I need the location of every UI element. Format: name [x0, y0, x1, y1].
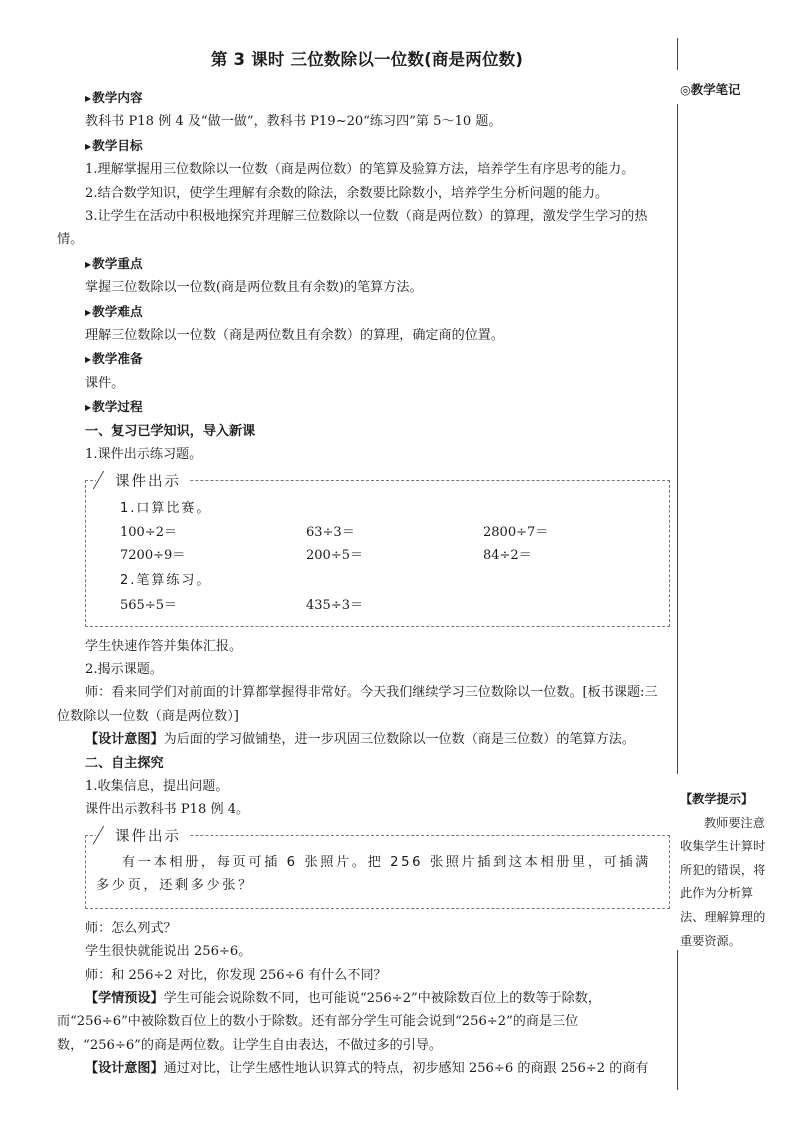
notes-title: ◎教学笔记: [680, 82, 741, 97]
tag-slash-icon: [93, 471, 116, 489]
teacher-line-1: 师：看来同学们对前面的计算都掌握得非常好。今天我们继续学习三位数除以一位数。[板书课题:三位数除以一位数（商是两位数）]: [57, 685, 658, 724]
page-title: 第 3 课时 三位数除以一位数(商是两位数): [210, 50, 524, 69]
goal-3: 3.让学生在活动中积极地探究并理解三位数除以一位数（商是两位数）的算理，激发学生学习的热情。: [57, 209, 648, 248]
teacher-question-1: 师：怎么列式？: [85, 920, 177, 936]
margin-divider-top: [677, 38, 678, 70]
design-intent-2: 【设计意图】通过对比，让学生感性地认识算式的特点，初步感知 256÷6 的商跟 256÷2 的商有: [85, 1061, 649, 1077]
goal-2: 2.结合数学知识，使学生理解有余数的除法，余数要比除数小，培养学生分析问题的能力。: [85, 185, 609, 201]
tips-title: 【教学提示】: [680, 792, 754, 806]
content-text: 教科书 P18 例 4 及“做一做”，教科书 P19~20“练习四”第 5～10 题。: [85, 114, 502, 130]
main-content: [57, 86, 670, 1081]
tips-body: 教师要注意收集学生计算时所犯的错误，将此作为分析算法、理解算理的重要资源。: [680, 815, 766, 948]
key-text: 掌握三位数除以一位数(商是两位数且有余数)的笔算方法。: [85, 280, 423, 296]
exercise: 2800÷7＝: [483, 524, 549, 540]
heading-content: ▶教学内容: [85, 90, 143, 105]
step-1-2: 2.揭示课题。: [85, 661, 163, 677]
oral-sub-heading: 1.口算比赛。: [120, 500, 212, 516]
courseware-tag: 课件出示: [96, 826, 189, 849]
courseware-box-1: [85, 473, 670, 627]
design-intent-1: 【设计意图】为后面的学习做铺垫，进一步巩固三位数除以一位数（商是三位数）的笔算方法。: [85, 732, 635, 748]
preparation-text: 课件。: [85, 375, 125, 391]
student-preset: 【学情预设】学生可能会说除数不同，也可能说“256÷2”中被除数百位上的数等于除数，而“256÷6”中被除数百位上的数小于除数。还有部分学生可能会说到“256÷2”的商是三位数，“256÷6”的商是两位数。让学生自由表达，不做过多的引导。: [57, 990, 601, 1053]
margin-divider-low: [677, 950, 678, 1090]
step-2-1: 1.收集信息，提出问题。: [85, 778, 229, 794]
heading-difficulty: ▶教学难点: [85, 303, 143, 319]
exercise: 100÷2＝: [120, 524, 177, 540]
exercise: 84÷2＝: [483, 547, 532, 563]
part-2-heading: 二、自主探究: [85, 755, 164, 771]
goal-1: 1.理解掌握用三位数除以一位数（商是两位数）的笔算及验算方法，培养学生有序思考的能力。: [85, 162, 635, 178]
teacher-question-2: 师：和 256÷2 对比，你发现 256÷6 有什么不同？: [85, 967, 387, 983]
exercise: 200÷5＝: [306, 547, 363, 563]
teaching-tips: [680, 788, 776, 953]
heading-goals: ▶教学目标: [85, 137, 143, 153]
exercise: 565÷5＝: [120, 597, 177, 613]
heading-process: ▶教学过程: [85, 399, 143, 415]
step-1-1: 1.课件出示练习题。: [85, 447, 203, 463]
exercise: 63÷3＝: [306, 524, 355, 540]
student-answer-1: 学生很快就能说出 256÷6。: [85, 944, 252, 960]
courseware-box-2: [85, 828, 670, 909]
written-sub-heading: 2.笔算练习。: [120, 572, 212, 588]
heading-preparation: ▶教学准备: [85, 351, 143, 367]
exercise: 7200÷9＝: [120, 547, 186, 563]
difficulty-text: 理解三位数除以一位数（商是两位数且有余数）的算理，确定商的位置。: [85, 328, 504, 344]
tag-slash-icon: [93, 826, 116, 844]
answer-report: 学生快速作答并集体汇报。: [85, 638, 243, 654]
exercise: 435÷3＝: [306, 597, 363, 613]
courseware-tag: 课件出示: [96, 471, 189, 494]
margin-divider-mid: [677, 104, 678, 774]
courseware-show: 课件出示教科书 P18 例 4。: [85, 802, 250, 818]
heading-key: ▶教学重点: [85, 255, 143, 271]
example-problem: 有一本相册，每页可插 6 张照片。把 256 张照片插到这本相册里，可插满多少页，还剩多少张？: [96, 854, 651, 894]
part-1-heading: 一、复习已学知识，导入新课: [85, 423, 256, 439]
